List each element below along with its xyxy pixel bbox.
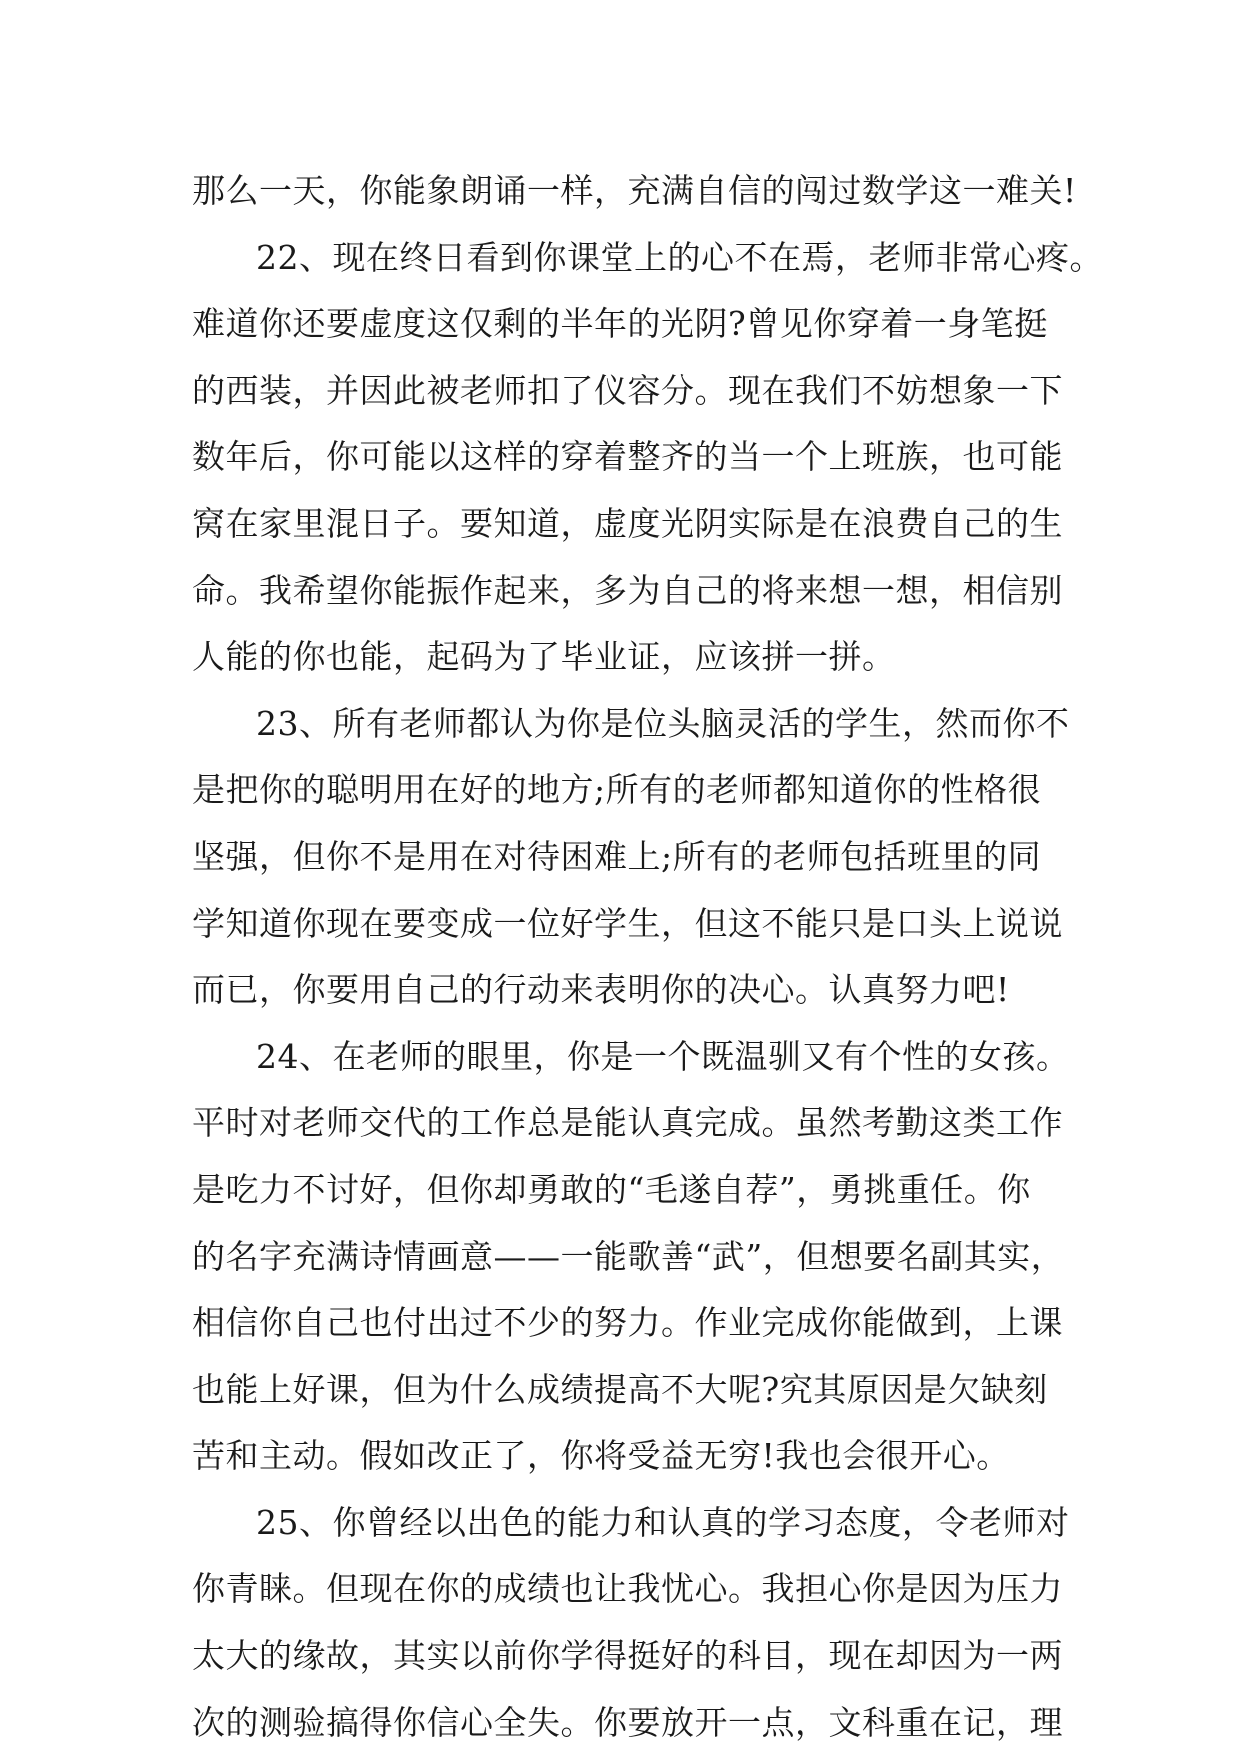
text-line: 的西装，并因此被老师扣了仪容分。现在我们不妨想象一下 [192, 370, 1063, 410]
text-line: 苦和主动。假如改正了，你将受益无穷!我也会很开心。 [192, 1436, 1010, 1476]
text-line: 那么一天，你能象朗诵一样，充满自信的闯过数学这一难关! [192, 171, 1077, 210]
text-line: 学知道你现在要变成一位好学生，但这不能只是口头上说说 [192, 903, 1063, 943]
text-line: 窝在家里混日子。要知道，虚度光阴实际是在浪费自己的生 [192, 503, 1063, 543]
text-line: 太大的缘故，其实以前你学得挺好的科目，现在却因为一两 [192, 1636, 1063, 1676]
text-line: 也能上好课，但为什么成绩提高不大呢?究其原因是欠缺刻 [192, 1369, 1048, 1409]
text-line: 的名字充满诗情画意——一能歌善“武”，但想要名副其实， [192, 1236, 1065, 1276]
text-line: 而已，你要用自己的行动来表明你的决心。认真努力吧! [192, 970, 1010, 1010]
text-line: 坚强，但你不是用在对待困难上;所有的老师包括班里的同 [192, 836, 1042, 876]
text-line: 是把你的聪明用在好的地方;所有的老师都知道你的性格很 [192, 770, 1042, 810]
text-line: 是吃力不讨好，但你却勇敢的“毛遂自荐”，勇挑重任。你 [192, 1169, 1031, 1209]
text-line: 你青睐。但现在你的成绩也让我忧心。我担心你是因为压力 [192, 1569, 1063, 1609]
text-line: 相信你自己也付出过不少的努力。作业完成你能做到，上课 [192, 1303, 1063, 1343]
body-text [192, 158, 1103, 1756]
text-line: 24、在老师的眼里，你是一个既温驯又有个性的女孩。 [256, 1036, 1070, 1076]
text-line: 难道你还要虚度这仅剩的半年的光阴?曾见你穿着一身笔挺 [192, 304, 1048, 344]
text-line: 数年后，你可能以这样的穿着整齐的当一个上班族，也可能 [192, 437, 1063, 477]
text-line: 人能的你也能，起码为了毕业证，应该拼一拼。 [192, 637, 896, 677]
text-line: 平时对老师交代的工作总是能认真完成。虽然考勤这类工作 [192, 1103, 1063, 1143]
text-line: 22、现在终日看到你课堂上的心不在焉，老师非常心疼。 [256, 237, 1103, 277]
text-line: 次的测验搞得你信心全失。你要放开一点，文科重在记，理 [192, 1702, 1063, 1742]
text-line: 命。我希望你能振作起来，多为自己的将来想一想，相信别 [192, 570, 1063, 610]
text-line: 23、所有老师都认为你是位头脑灵活的学生，然而你不 [256, 703, 1070, 743]
text-line: 25、你曾经以出色的能力和认真的学习态度，令老师对 [256, 1502, 1070, 1542]
